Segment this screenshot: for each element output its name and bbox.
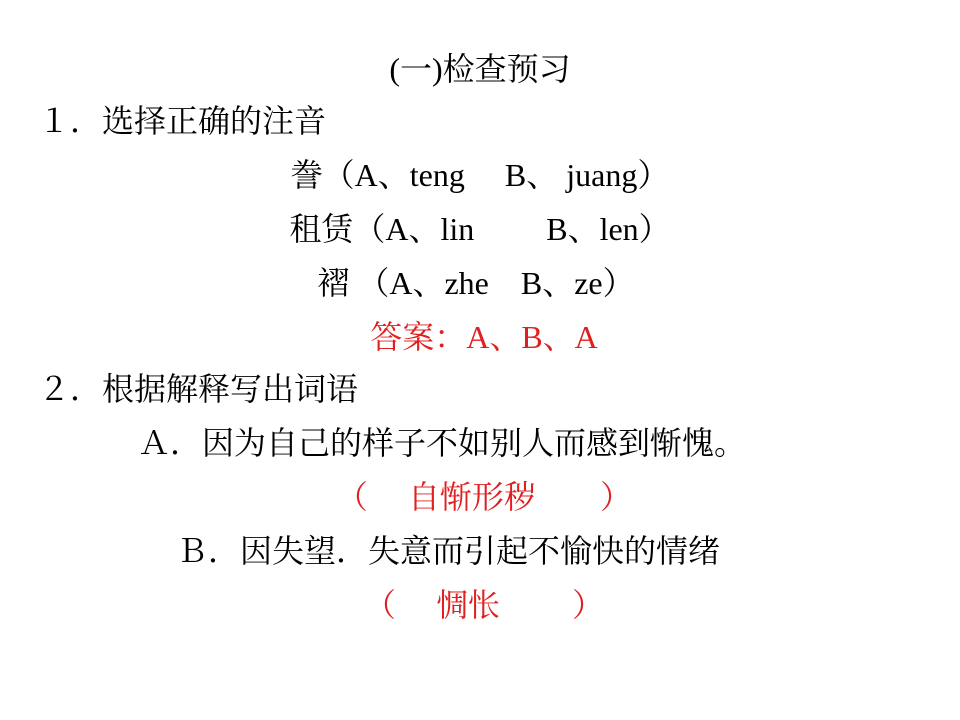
section-title: (一)检查预习 xyxy=(389,51,571,87)
question-1-item-2: 租赁（A、lin B、len） xyxy=(289,211,671,247)
question-2-b-answer: （ 惆怅 ） xyxy=(363,587,604,623)
question-2-b-prompt: Ｂ．因失望．失意而引起不愉快的情绪 xyxy=(176,533,721,569)
question-2-heading: ２．根据解释写出词语 xyxy=(38,371,359,407)
question-1-heading: １．选择正确的注音 xyxy=(38,103,327,139)
question-2-a-prompt: Ａ．因为自己的样子不如别人而感到惭愧。 xyxy=(138,425,747,461)
question-1-answer: 答案：A、B、A xyxy=(370,319,598,355)
question-1-item-3: 褶 （A、zhe B、ze） xyxy=(317,265,635,301)
question-1-item-1: 誊（A、teng B、 juang） xyxy=(290,157,670,193)
question-2-a-answer: （ 自惭形秽 ） xyxy=(335,479,632,515)
